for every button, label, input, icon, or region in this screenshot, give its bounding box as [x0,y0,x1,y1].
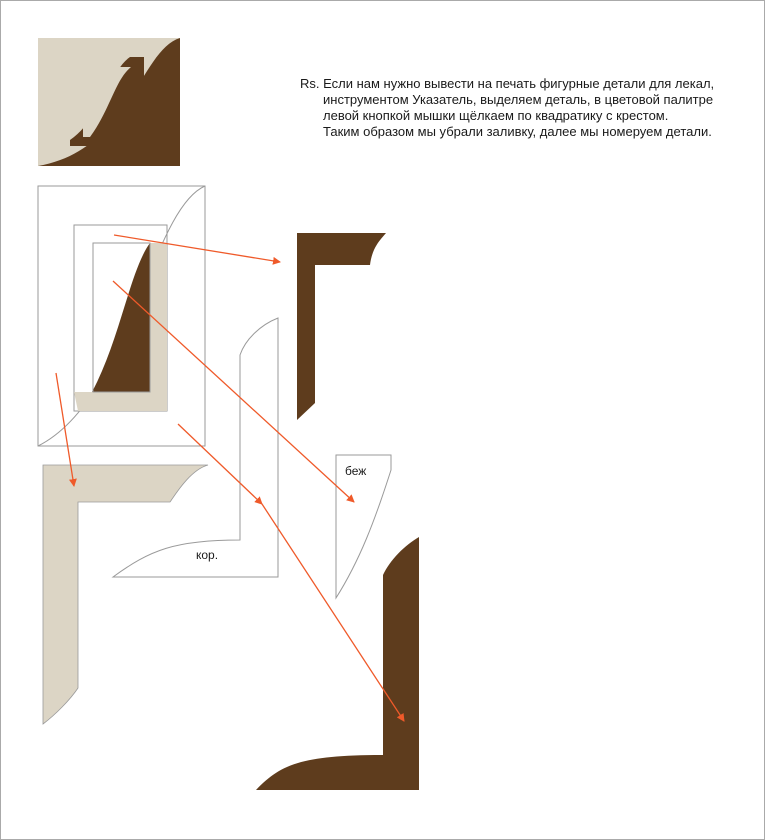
arrow-to-brown-bottom [262,504,404,721]
frame-thumbnail [38,38,180,166]
arrow-to-brown-template [178,424,262,504]
note-line-3: левой кнопкой мышки щёлкаем по квадратику с крестом. [323,108,669,123]
frame-outline-composite [38,186,205,446]
brown-bottom-corner-piece [256,537,419,790]
label-brown: кор. [196,548,219,562]
label-beige: беж [345,464,367,478]
beige-corner-piece [43,465,208,724]
note-line-1: Rs. Если нам нужно вывести на печать фигурные детали для лекал, [300,76,715,91]
instruction-note [300,76,760,140]
note-line-4: Таким образом мы убрали заливку, далее мы номеруем детали. [323,124,712,139]
note-line-2: инструментом Указатель, выделяем деталь, в цветовой палитре [323,92,714,107]
brown-top-corner-piece [297,233,386,420]
arrow-to-brown-top [114,235,280,262]
